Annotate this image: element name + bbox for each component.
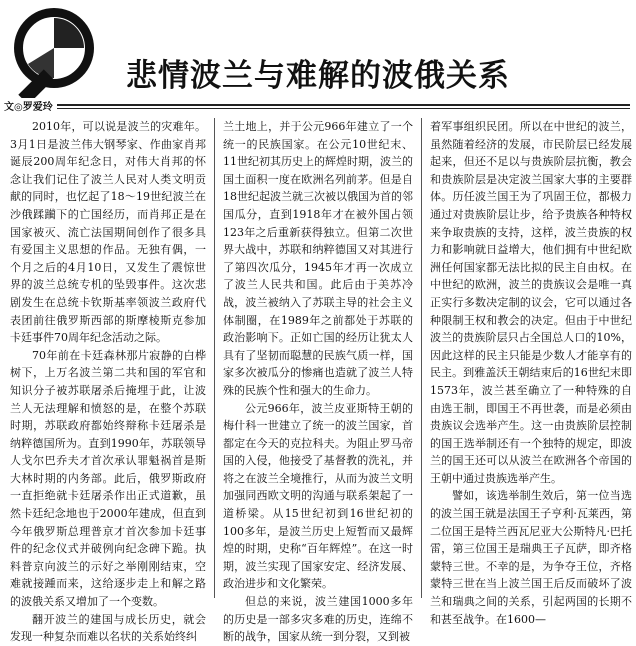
article-title: 悲情波兰与难解的波俄关系 — [126, 58, 510, 94]
column-3 — [422, 118, 632, 626]
paragraph: 公元966年，波兰皮亚斯特王朝的梅什科一世建立了统一的波兰国家，首都定在今天的克拉科夫。为阻止罗马帝国的入侵，他接受了基督教的洗礼，并将之在波兰全境推行，从而为波兰文明加强同西欧文明的沟通与联系架起了一道桥梁。从15世纪初到16世纪初的100多年，是波兰历史上短暂而又最辉煌的时期，史称“百年辉煌”。在这一时期，波兰实现了国家安定、经济发展、政治进步和文化繁荣。 — [223, 401, 413, 591]
paragraph: 兰土地上，并于公元966年建立了一个统一的民族国家。在公元10世纪末、11世纪初其历史上的辉煌时期，波兰的国土面积一度在欧洲名列前茅。但是自18世纪起波兰就三次被以俄国为首的邻国瓜分，直到1918年才在被外国占领123年之后重新获得独立。但第二次世界大战中，苏联和纳粹德国又对其进行了第四次瓜分，1945年才再一次成立了波兰人民共和国。此后由于美苏冷战，波兰被纳入了苏联主导的社会主义体制圈，在1989年之前都处于苏联的政治影响下。正如亡国的经历让犹太人具有了坚韧而聪慧的民族气质一样，国家多次被瓜分的惨痛也造就了波兰人特殊的民族个性和强大的生命力。 — [223, 120, 413, 397]
paragraph: 70年前在卡廷森林那片寂静的白桦树下，上万名波兰第二共和国的军官和知识分子被苏联屠杀后掩埋于此，让波兰人无法理解和愤怒的是，在整个苏联时期，苏联政府都始终辩称卡廷屠杀是纳粹德国所为。直到1990年，苏联领导人戈尔巴乔夫才首次承认罪魁祸首是斯大林时期的内务部。此后，俄罗斯政府一直拒绝就卡廷屠杀作出正式道歉，虽然卡廷纪念地也于2000年建成，但直到今年俄罗斯总理普京才首次参加卡廷事件的纪念仪式并破例向纪念碑下跪。执料普京向波兰的示好之举刚刚结束，空难就接踵而来，这给逐步走上和解之路的波俄关系又增加了一个变数。 — [10, 348, 206, 609]
byline — [4, 98, 57, 113]
paragraph: 2010年，可以说是波兰的灾难年。3月1日是波兰伟大钢琴家、作曲家肖邦诞辰200周年纪念日，对伟大肖邦的怀念让我们记住了波兰人民对人类文明贡献的同时，也忆起了18～19世纪波兰在沙俄蹂躏下的亡国经历，而肖邦正是在国家被灭、流亡法国期间创作了很多具有爱国主义思想的作品。无独有偶，一个月之后的4月10日，又发生了震惊世界的波兰总统专机的坠毁事件。这次悲剧发生在总统卡钦斯基率领波兰政府代表团前往俄罗斯西部的斯摩棱斯克参加卡廷事件70周年纪念活动之际。 — [10, 120, 206, 345]
paragraph: 着军事组织民团。所以在中世纪的波兰，虽然随着经济的发展，市民阶层已经发展起来，但还不足以与贵族阶层抗衡，教会和贵族阶层是决定波兰国家大事的主要群体。历任波兰国王为了巩固王位，都极力通过对贵族阶层让步，给予贵族各种特权来争取贵族的支持，这样，波兰贵族的权力和影响就日益增大，他们拥有中世纪欧洲任何国家都无法比拟的民主自由权。在中世纪的欧洲，波兰的贵族议会是唯一真正实行多数决定制的议会，它可以通过各种限制王权和教会的决定。但由于中世纪波兰的贵族阶层只占全国总人口的10%，因此这样的民主只能是少数人才能享有的民主。到雅盖沃王朝结束后的16世纪末即1573年，波兰甚至确立了一种特殊的自由选王制，即国王不再世袭，而是必须由贵族议会选举产生。这一由贵族阶层控制的国王选举制还有一个独特的规定，即波兰的国王还可以从波兰在欧洲各个帝国的王朝中通过贵族选举产生。 — [430, 120, 632, 485]
magnifying-glass-icon — [4, 4, 112, 112]
byline-bar — [0, 98, 636, 112]
paragraph: 翻开波兰的建国与成长历史，就会发现一种复杂而难以名状的关系始终纠 — [10, 612, 206, 644]
byline-prefix: 文◎ — [4, 102, 23, 113]
header-rule — [4, 104, 630, 106]
column-1 — [10, 118, 214, 644]
paragraph: 譬如，该选举制生效后，第一位当选的波兰国王就是法国王子亨利·瓦莱西，第二位国王是特兰西瓦尼亚大公斯特凡·巴托雷，第三位国王是瑞典王子瓦萨，即齐格蒙特三世。不幸的是，为争夺王位，齐格蒙特三世在当上波兰国王后反而破坏了波兰和瑞典之间的关系，引起两国的长期不和甚至战争。在1600— — [430, 489, 632, 626]
article-body — [10, 118, 632, 644]
paragraph: 但总的来说，波兰建国1000多年的历史是一部多灾多难的历史，连绵不断的战争，国家从统一到分裂，又到被 — [223, 595, 413, 644]
author-name: 罗爱玲 — [22, 102, 53, 113]
header-rule-thin — [4, 108, 630, 109]
column-2 — [214, 118, 422, 644]
